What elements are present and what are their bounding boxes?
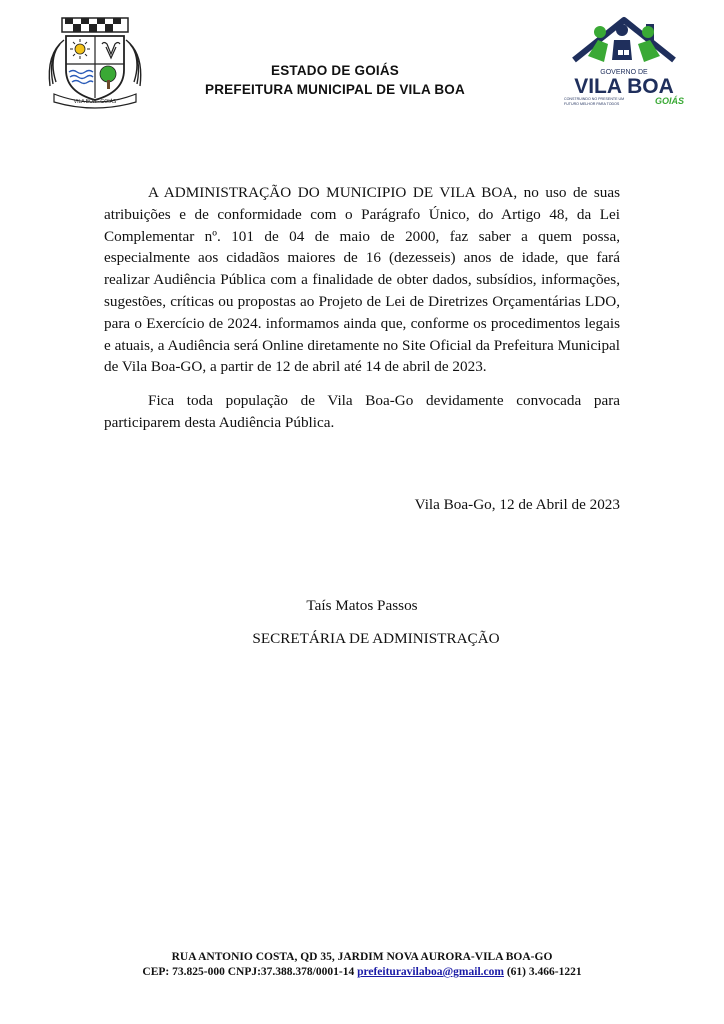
notice-paragraph-1: A ADMINISTRAÇÃO DO MUNICIPIO DE VILA BOA, no uso de suas atribuições e de conformidade com o Parágrafo Único, do Artigo 48, da Lei Complementar nº. 101 de 04 de maio de 2000, faz saber a quem possa, especialmente aos cidadãos maiores de 16 (dezesseis) anos de idade, que fará realizar Audiência Pública com a finalidade de obter dados, subsídios, informações, sugestões, críticas ou propostas ao Projeto de Lei de Diretrizes Orçamentárias LDO, para o Exercício de 2024. informamos ainda que, conforme os procedimentos legais e atuais, a Audiência será Online diretamente no Site Oficial da Prefeitura Municipal de Vila Boa-GO, a partir de 12 de abril até 14 de abril de 2023. — [104, 184, 620, 376]
crown-icon — [62, 18, 128, 32]
wing-right-icon — [126, 40, 141, 86]
footer-cep-cnpj: CEP: 73.825-000 CNPJ:37.388.378/0001-14 — [142, 966, 355, 978]
footer-address: RUA ANTONIO COSTA, QD 35, JARDIM NOVA AURORA-VILA BOA-GO — [171, 951, 553, 963]
state-name: ESTADO DE GOIÁS — [270, 63, 399, 78]
wing-left-icon — [49, 40, 64, 86]
signer-name: Taís Matos Passos — [306, 597, 418, 614]
logo-slogan-1: CONSTRUINDO NO PRESENTE UM — [564, 97, 625, 101]
logo-name-text: VILA BOA — [574, 75, 674, 98]
governo-vila-boa-logo — [560, 10, 690, 112]
logo-slogan-2: FUTURO MELHOR PARA TODOS — [564, 102, 620, 106]
municipality-name: PREFEITURA MUNICIPAL DE VILA BOA — [205, 82, 465, 97]
notice-body — [104, 182, 620, 446]
footer — [60, 950, 664, 980]
logo-govt-text: GOVERNO DE — [600, 69, 648, 76]
sun-icon — [70, 39, 90, 59]
letterhead — [180, 61, 490, 99]
footer-phone: (61) 3.466-1221 — [506, 966, 582, 978]
coat-ribbon-text: VILA BOA · GOIÁS — [73, 99, 117, 105]
notice-paragraph-2: Fica toda população de Vila Boa-Go devidamente convocada para participarem desta Audiência Pública. — [104, 392, 620, 431]
logo-state-text: GOIÁS — [654, 96, 684, 106]
signer-role: SECRETÁRIA DE ADMINISTRAÇÃO — [252, 630, 500, 647]
people-icon — [588, 24, 660, 62]
coat-of-arms — [40, 14, 150, 110]
footer-email-link[interactable]: prefeituravilaboa@gmail.com — [357, 966, 504, 978]
footer-contact — [60, 965, 664, 980]
date-line: Vila Boa-Go, 12 de Abril de 2023 — [414, 496, 620, 513]
